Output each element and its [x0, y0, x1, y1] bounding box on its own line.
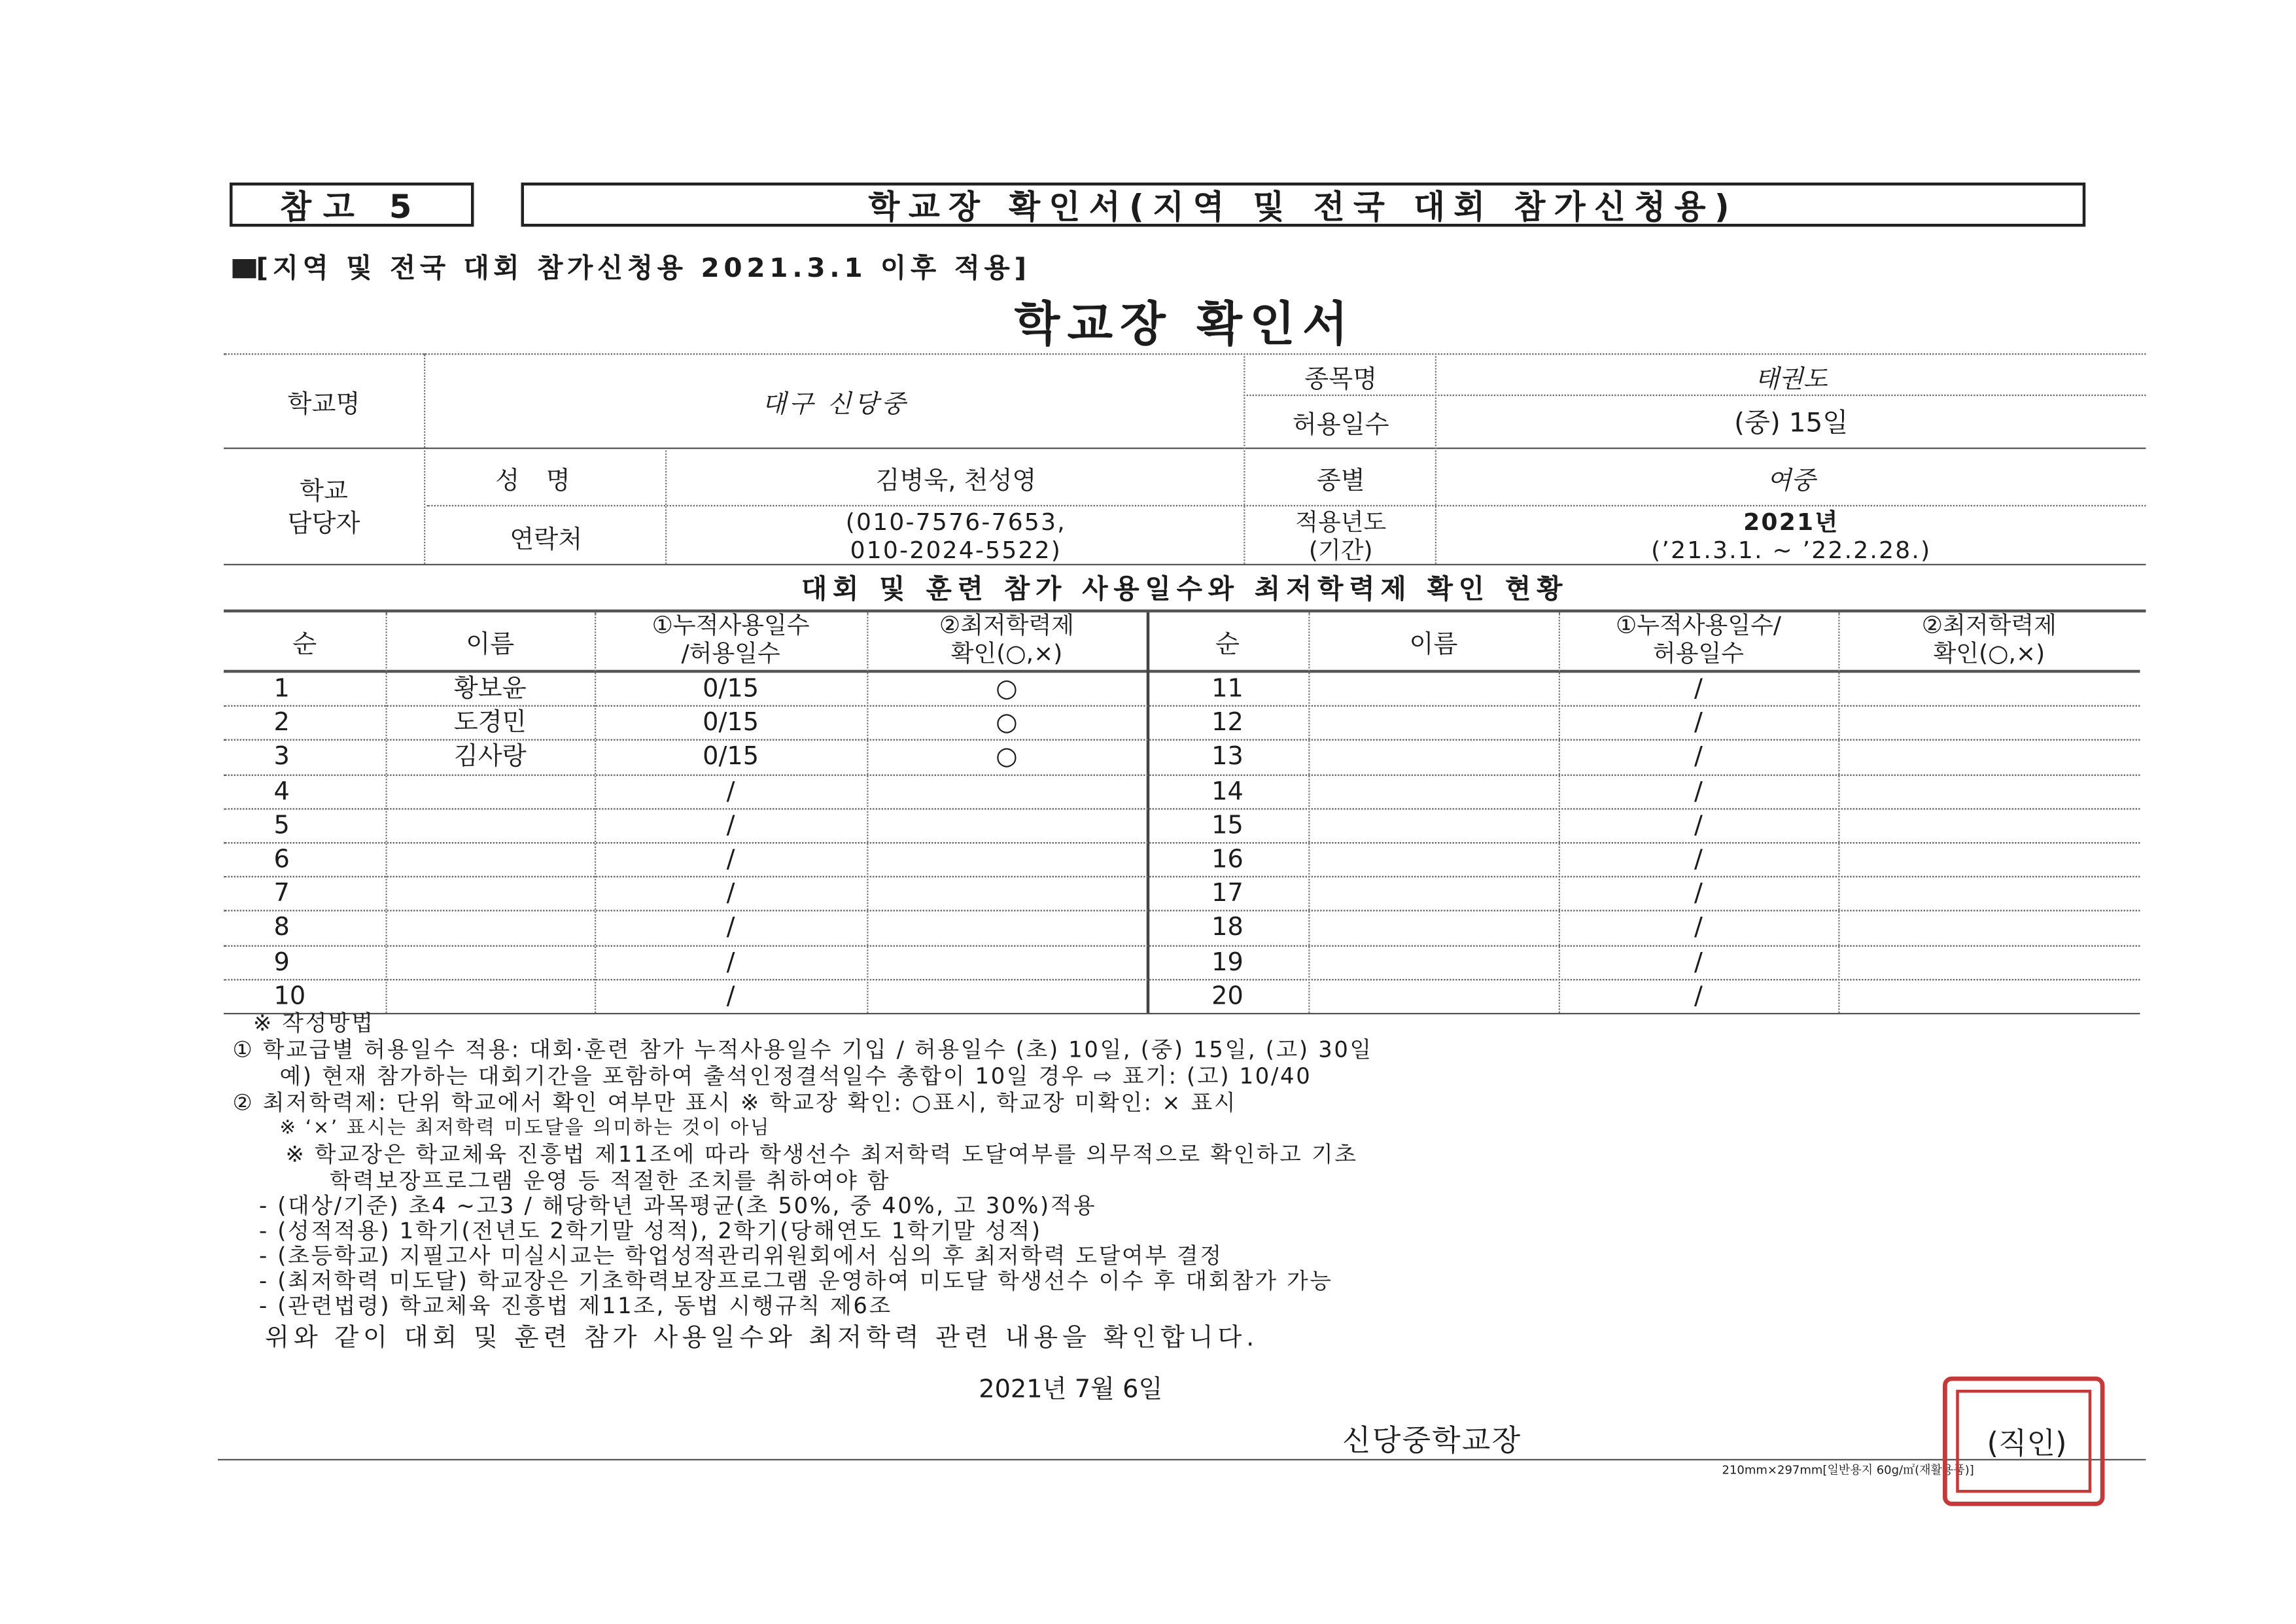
table-cell-name [386, 775, 595, 808]
sport-label: 종목명 [1304, 364, 1378, 394]
table-cell-name [1308, 809, 1559, 842]
table-cell-check [1838, 980, 2140, 1013]
table-cell-no: 18 [1211, 913, 1244, 943]
table-cell-name: 도경민 [453, 708, 527, 738]
note-line: ※ ‘×’ 표시는 최저학력 미도달을 의미하는 것이 아님 [279, 1117, 771, 1140]
table-cell-check [1838, 809, 2140, 842]
table-cell-check [867, 775, 1147, 808]
table-cell-days: / [726, 811, 735, 841]
table-cell-name: 김사랑 [453, 742, 527, 772]
name-label: 성명 [495, 467, 597, 497]
table-cell-check [867, 980, 1147, 1013]
table-cell-days: / [1694, 742, 1703, 772]
note-line: - (성적적용) 1학기(전년도 2학기말 성적), 2학기(당해연도 1학기말 성적) [259, 1217, 1042, 1244]
table-cell-name [1308, 775, 1559, 808]
table-cell-no: 17 [1211, 879, 1244, 909]
note-line: 예) 현재 참가하는 대회기간을 포함하여 출석인정결석일수 총합이 10일 경우 ⇨ 표기: (고) 10/40 [279, 1063, 1312, 1089]
row-divider [224, 808, 2140, 809]
table-cell-name [1308, 912, 1559, 945]
table-cell-check [1838, 775, 2140, 808]
row-divider [224, 739, 2140, 741]
col-check-right: ②최저학력제 확인(○,×) [1921, 610, 2057, 667]
form-subtitle: [지역 및 전국 대회 참가신청용 2021.3.1 이후 적용] [233, 255, 1031, 284]
table-cell-no: 10 [273, 981, 306, 1012]
table-cell-name [386, 843, 595, 876]
table-cell-days: / [726, 879, 735, 909]
table-cell-check [1838, 741, 2140, 774]
form-title-box [521, 183, 2086, 227]
table-cell-days: / [1694, 981, 1703, 1012]
table-cell-no: 11 [1211, 674, 1244, 704]
note-line: - (관련법령) 학교체육 진흥법 제11조, 동법 시행규칙 제6조 [259, 1292, 892, 1319]
note-line: ② 최저학력제: 단위 학교에서 확인 여부만 표시 ※ 학교장 확인: ○표시, 학교장 미확인: × 표시 [232, 1089, 1238, 1116]
table-cell-no: 7 [273, 879, 290, 909]
row-divider [224, 705, 2140, 707]
table-cell-days: / [726, 777, 735, 807]
col-check-left: ②최저학력제 확인(○,×) [939, 610, 1075, 667]
note-line: - (최저학력 미도달) 학교장은 기초학력보장프로그램 운영하여 미도달 학생선수 이수 후 대회참가 가능 [259, 1267, 1333, 1294]
table-cell-days: 0/15 [703, 742, 759, 772]
note-line: - (대상/기준) 초4 ~고3 / 해당학년 과목평균(초 50%, 중 40%, 고 30%)적용 [259, 1192, 1097, 1219]
notes-heading: ※ 작성방법 [253, 1010, 375, 1036]
table-cell-no: 15 [1211, 811, 1244, 841]
table-cell-check [1838, 877, 2140, 910]
table-cell-check [1838, 912, 2140, 945]
table-cell-check [867, 843, 1147, 876]
table-cell-no: 19 [1211, 947, 1244, 978]
table-cell-days: / [1694, 879, 1703, 909]
table-cell-check [867, 946, 1147, 979]
table-cell-no: 14 [1211, 777, 1244, 807]
ref-label-box [230, 183, 474, 227]
table-cell-name [386, 946, 595, 979]
main-title: 학교장 확인서 [1014, 296, 1355, 352]
seal-mark-text: (직인) [1987, 1425, 2067, 1460]
form-title: 학교장 확인서(지역 및 전국 대회 참가신청용) [868, 189, 1739, 226]
table-cell-name [1308, 946, 1559, 979]
row-divider [224, 945, 2140, 946]
table-cell-check [867, 809, 1147, 842]
table-cell-name [386, 980, 595, 1013]
table-cell-name [386, 912, 595, 945]
official-seal-stamp [1943, 1377, 2105, 1506]
note-line: - (초등학교) 지필고사 미실시교는 학업성적관리위원회에서 심의 후 최저학력 도달여부 결정 [259, 1243, 1223, 1269]
table-cell-name [1308, 877, 1559, 910]
table-cell-days: / [1694, 777, 1703, 807]
table-cell-days: 0/15 [703, 708, 759, 738]
table-cell-check [1838, 843, 2140, 876]
note-line: ※ 학교장은 학교체육 진흥법 제11조에 따라 학생선수 최저학력 도달여부를 의무적으로 확인하고 기초 [285, 1140, 1358, 1168]
table-cell-no: 13 [1211, 742, 1244, 772]
square-bullet-icon [233, 259, 256, 278]
year-value: 2021년 (’21.3.1. ~ ’22.2.28.) [1651, 508, 1932, 564]
table-cell-no: 1 [273, 674, 290, 704]
table-cell-check [1838, 946, 2140, 979]
table-cell-no: 6 [273, 845, 290, 875]
table-cell-days: / [1694, 674, 1703, 704]
table-cell-name [1308, 843, 1559, 876]
col-name-right: 이름 [1409, 629, 1458, 659]
table-cell-name [1308, 741, 1559, 774]
table-cell-no: 20 [1211, 981, 1244, 1012]
paper-spec: 210mm×297mm[일반용지 60g/㎡(재활용품)] [1722, 1463, 1974, 1477]
allowed-days-value: (중) 15일 [1734, 408, 1849, 439]
col-days-left: ①누적사용일수 /허용일수 [652, 610, 810, 667]
note-line: ① 학교급별 허용일수 적용: 대회·훈련 참가 누적사용일수 기입 / 허용일수 (초) 10일, (중) 15일, (고) 30일 [232, 1036, 1373, 1063]
row-divider [224, 910, 2140, 911]
school-name-value: 대구 신당중 [761, 389, 909, 419]
name-value: 김병욱, 천성영 [875, 467, 1037, 497]
table-cell-name [1308, 673, 1559, 705]
table-cell-check [1838, 673, 2140, 705]
table-cell-days: / [1694, 811, 1703, 841]
phone-label: 연락처 [510, 525, 583, 555]
table-cell-no: 4 [273, 777, 290, 807]
table-cell-no: 2 [273, 708, 290, 738]
table-cell-name: 황보윤 [453, 674, 527, 704]
table-cell-days: 0/15 [703, 674, 759, 704]
table-cell-days: / [726, 845, 735, 875]
table-cell-no: 5 [273, 811, 290, 841]
table-cell-name [1308, 980, 1559, 1013]
table-cell-no: 8 [273, 913, 290, 943]
table-cell-check: ○ [996, 742, 1018, 772]
col-days-right: ①누적사용일수/ 허용일수 [1615, 610, 1782, 667]
section-title: 대회 및 훈련 참가 사용일수와 최저학력제 확인 현황 [801, 574, 1569, 605]
note-line: 학력보장프로그램 운영 등 적절한 조치를 취하여야 함 [330, 1167, 891, 1194]
table-cell-no: 16 [1211, 845, 1244, 875]
table-cell-name [386, 809, 595, 842]
year-label: 적용년도 (기간) [1295, 508, 1387, 564]
confirmation-statement: 위와 같이 대회 및 훈련 참가 사용일수와 최저학력 관련 내용을 확인합니다. [265, 1323, 1259, 1353]
school-name-label: 학교명 [287, 389, 360, 419]
row-divider [224, 876, 2140, 877]
table-cell-no: 12 [1211, 708, 1244, 738]
row-divider [224, 774, 2140, 775]
phone-value: (010-7576-7653, 010-2024-5522) [845, 508, 1066, 564]
row-divider [224, 979, 2140, 980]
table-cell-days: / [726, 913, 735, 943]
table-cell-name [386, 877, 595, 910]
table-cell-days: / [1694, 708, 1703, 738]
table-cell-check [867, 877, 1147, 910]
contact-person-label: 학교 담당자 [287, 476, 360, 538]
gender-value: 여중 [1767, 467, 1816, 497]
table-cell-days: / [726, 947, 735, 978]
col-name-left: 이름 [466, 629, 515, 659]
document-date: 2021년 7월 6일 [979, 1375, 1163, 1405]
issuer-name: 신당중학교장 [1342, 1422, 1522, 1458]
table-cell-check [1838, 707, 2140, 739]
table-cell-days: / [726, 981, 735, 1012]
gender-label: 종별 [1316, 467, 1365, 497]
table-cell-no: 9 [273, 947, 290, 978]
table-cell-check: ○ [996, 708, 1018, 738]
table-cell-days: / [1694, 913, 1703, 943]
allowed-days-label: 허용일수 [1292, 410, 1389, 440]
table-cell-check [867, 912, 1147, 945]
sport-value: 태권도 [1754, 364, 1828, 394]
row-divider [224, 842, 2140, 843]
ref-label: 참고 5 [280, 189, 424, 226]
col-no-left: 순 [292, 629, 317, 659]
table-cell-no: 3 [273, 742, 290, 772]
table-cell-check: ○ [996, 674, 1018, 704]
table-cell-days: / [1694, 947, 1703, 978]
col-no-right: 순 [1215, 629, 1240, 659]
table-cell-name [1308, 707, 1559, 739]
table-cell-days: / [1694, 845, 1703, 875]
